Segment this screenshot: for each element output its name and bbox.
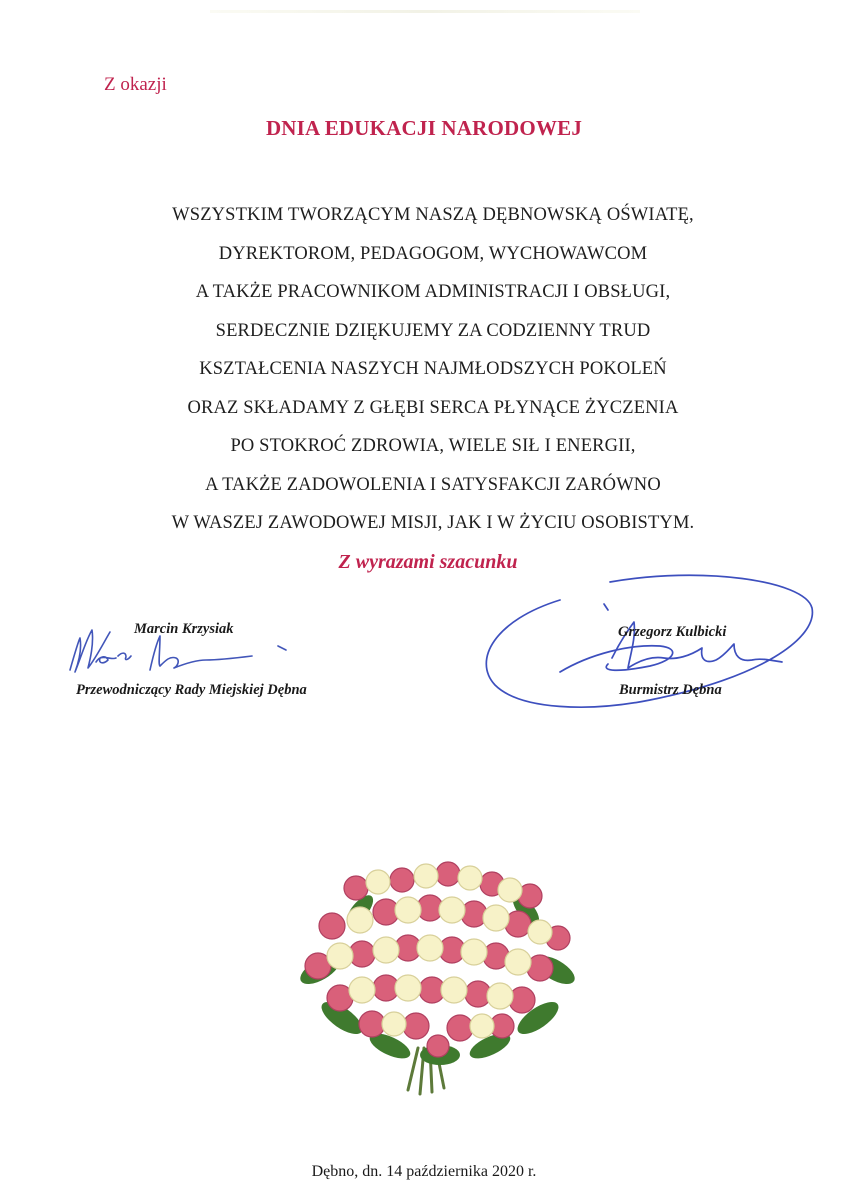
body-line: PO STOKROĆ ZDROWIA, WIELE SIŁ I ENERGII, [230, 436, 636, 456]
date-place-line: Dębno, dn. 14 października 2020 r. [311, 1163, 537, 1180]
body-line: DYREKTOROM, PEDAGOGOM, WYCHOWAWCOM [218, 243, 648, 264]
body-line: KSZTAŁCENIA NASZYCH NAJMŁODSZYCH POKOLEŃ [199, 359, 667, 379]
top-edge-strip [210, 10, 640, 13]
occasion-line: Z okazji [104, 74, 167, 95]
body-line: SERDECZNIE DZIĘKUJEMY ZA CODZIENNY TRUD [215, 320, 651, 341]
greeting-body [40, 196, 826, 543]
closing-phrase: Z wyrazami szacunku [338, 551, 518, 573]
body-line: WSZYSTKIM TWORZĄCYM NASZĄ DĘBNOWSKĄ OŚWIATĘ, [172, 205, 694, 225]
headline: DNIA EDUKACJI NARODOWEJ [265, 116, 583, 140]
rose-bouquet-image [290, 850, 610, 1110]
body-line: ORAZ SKŁADAMY Z GŁĘBI SERCA PŁYNĄCE ŻYCZENIA [187, 397, 679, 418]
body-line: A TAKŻE PRACOWNIKOM ADMINISTRACJI I OBSŁUGI, [195, 282, 671, 302]
left-signatory-name: Marcin Krzysiak [134, 621, 234, 637]
left-signatory-role: Przewodniczący Rady Miejskiej Dębna [76, 682, 307, 698]
body-line: W WASZEJ ZAWODOWEJ MISJI, JAK I W ŻYCIU OSOBISTYM. [171, 513, 695, 533]
body-line: A TAKŻE ZADOWOLENIA I SATYSFAKCJI ZARÓWNO [205, 474, 661, 495]
right-signatory-name: Grzegorz Kulbicki [618, 624, 727, 640]
right-signatory-role: Burmistrz Dębna [619, 682, 722, 698]
